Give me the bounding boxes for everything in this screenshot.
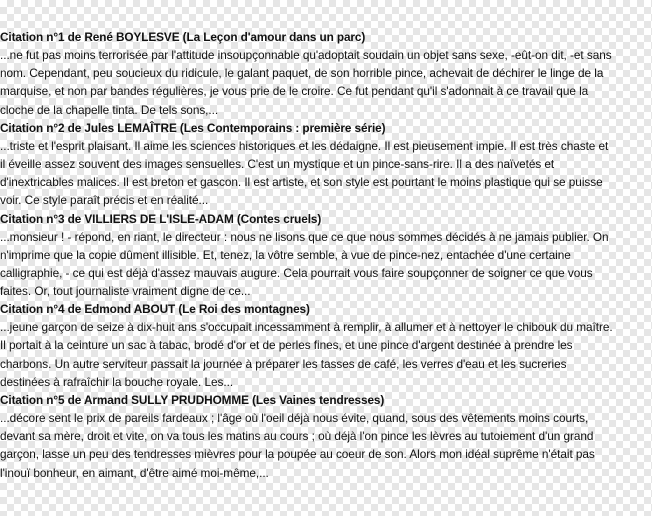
citation-text-line: Il portait à la ceinture un sac à tabac, brodé d'or et de perles fines, et une pince d'argent destinée à prendre les (0, 338, 573, 353)
citation-title: Citation n°2 de Jules LEMAÎTRE (Les Contemporains : première série) (0, 120, 386, 135)
citation-title: Citation n°5 de Armand SULLY PRUDHOMME (Les Vaines tendresses) (0, 393, 385, 407)
citation-text-line: ...décore sent le prix de pareils fardeaux ; l'âge où l'oeil déjà nous évite, quand, sous des vêtements moins courts, (0, 411, 589, 425)
citation-title: Citation n°3 de VILLIERS DE L'ISLE-ADAM (Contes cruels) (0, 211, 322, 226)
citation-2 (0, 119, 650, 210)
citation-4 (0, 300, 650, 391)
citation-text-line: charbons. Un autre serviteur passait la journée à préparer les tasses de café, les verres d'eau et les sucreries (0, 356, 567, 371)
citation-text-line: ...monsieur ! - répond, en riant, le directeur : nous ne lisons que ce que nous sommes décidés à ne jamais publier. On (0, 229, 609, 244)
citation-text-line: cloche de la chapelle tinta. De tels sons,... (0, 102, 219, 117)
citation-title: Citation n°1 de René BOYLESVE (La Leçon d'amour dans un parc) (0, 30, 366, 44)
citation-1 (0, 28, 650, 119)
citation-text-line: marquise, et non par bandes régulières, je vous prie de le croire. Ce fut pendant qu'il s'adonnait à ce travail que la (0, 84, 589, 99)
citation-text-line: nom. Cependant, peu soucieux du ridicule, le galant paquet, de son horrible pince, achevait de déchirer le linge de la (0, 66, 604, 81)
citation-text-line: faites. Or, tout journaliste vraiment digne de ce... (0, 284, 251, 299)
citation-text-line: d'inextricables malices. Il est breton et gascon. Il est artiste, et son style est pourtant le moins plastique qui se puisse (0, 175, 603, 190)
citation-text-line: garçon, lasse un peu des tendresses mièvres pour la poupée au coeur de son. Alors mon idéal suprême n'était pas (0, 447, 595, 462)
citations-document (0, 28, 650, 482)
citation-text-line: destinées à rafraîchir la bouche royale. Les... (0, 374, 234, 389)
citation-text-line: l'inouï bonheur, en aimant, d'être aimé moi-même,... (0, 465, 269, 480)
citation-text-line: ...ne fut pas moins terrorisée par l'attitude insoupçonnable qu'adoptait soudain un objet sans sexe, -eût-on dit, -et sans (0, 48, 612, 62)
citation-text-line: n'imprime que la copie dûment illisible. Et, tenez, la vôtre semble, à vue de pince-nez, entachée d'une certaine (0, 247, 571, 262)
citation-text-line: il éveille assez souvent des images sensuelles. C'est un mystique et un pince-sans-rire. Il a des naïvetés et (0, 156, 555, 171)
citation-title: Citation n°4 de Edmond ABOUT (Le Roi des montagnes) (0, 302, 310, 317)
citation-text-line: ...triste et l'esprit plaisant. Il aime les sciences historiques et les dédaigne. Il est pieusement impie. Il est très chaste et (0, 138, 609, 153)
citation-text-line: ...jeune garçon de seize à dix-huit ans s'occupait incessamment à remplir, à allumer et à nettoyer le chibouk du maître. (0, 320, 613, 335)
citation-text-line: calligraphie, - ce qui est déjà d'assez mauvais augure. Cela pourrait vous faire soupçonner de soigner ce que vous (0, 265, 593, 280)
citation-text-line: devant sa mère, droit et vite, on va tous les matins au cours ; où déjà l'on pince les lèvres au tutoiement d'un grand (0, 429, 594, 444)
citation-text-line: voir. Ce style paraît précis et en réalité... (0, 193, 209, 208)
citation-5 (0, 391, 650, 482)
citation-3 (0, 210, 650, 301)
